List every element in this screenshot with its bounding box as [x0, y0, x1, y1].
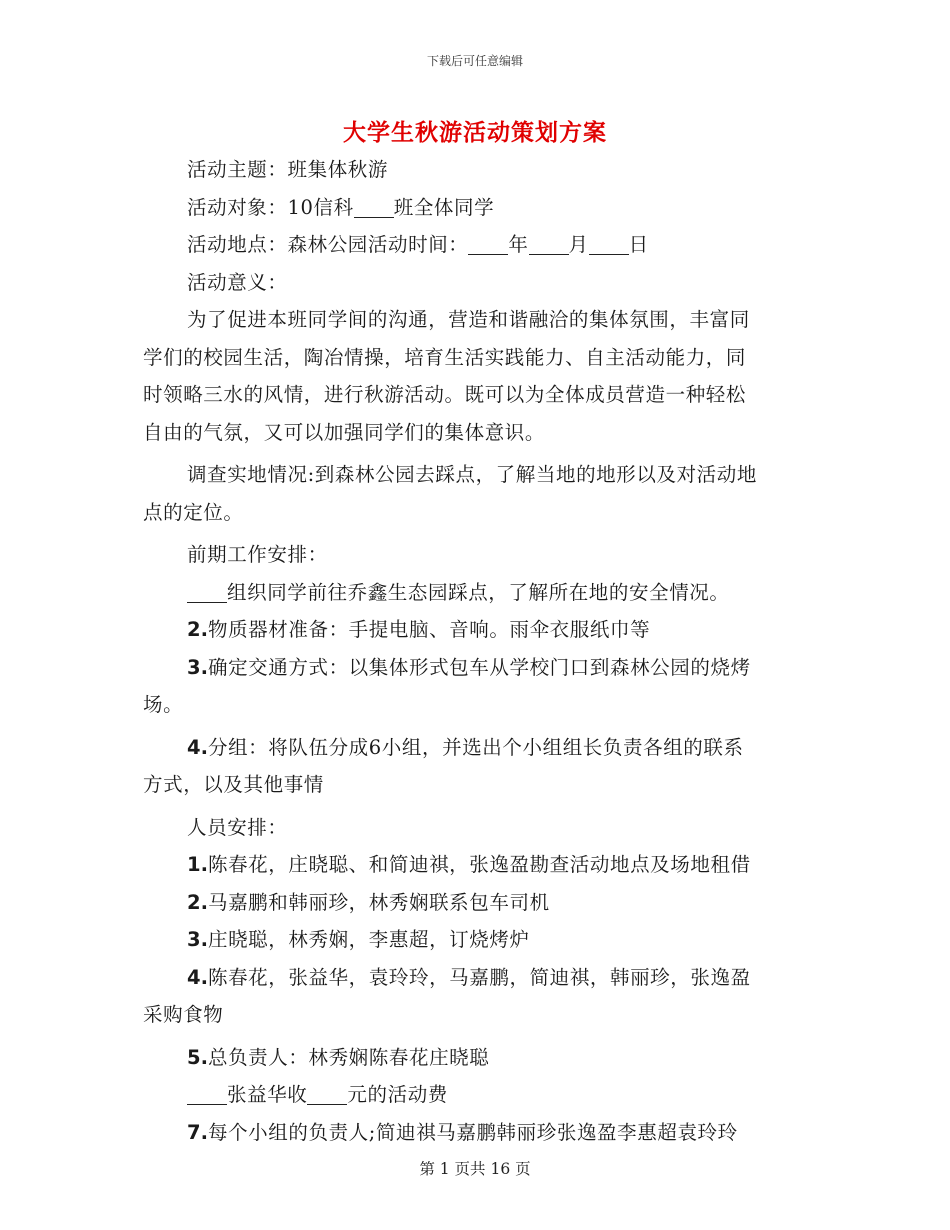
- list-item: [143, 649, 808, 687]
- list-item-text: 元的活动费: [347, 1083, 448, 1106]
- paragraph-line: 调查实地情况:到森林公园去踩点，了解当地的地形以及对活动地: [187, 463, 757, 486]
- activity-place-time: [143, 226, 808, 264]
- list-item: [143, 1076, 808, 1114]
- target-label: 活动对象：10信科: [187, 195, 354, 219]
- header-note: 下载后可任意编辑: [426, 54, 523, 68]
- list-item-text: 陈春花，庄晓聪、和简迪祺，张逸盈勘查活动地点及场地租借: [207, 853, 751, 876]
- list-item-text: 张益华收: [227, 1083, 308, 1106]
- list-number: 3.: [187, 655, 208, 679]
- list-item-continuation: 方式，以及其他事情: [143, 773, 324, 796]
- paragraph-line: 自由的气氛，又可以加强同学们的集体意识。: [143, 420, 546, 444]
- blank-line: [187, 582, 227, 603]
- list-number: 7.: [187, 1120, 208, 1144]
- list-item-text: 组织同学前往乔鑫生态园踩点，了解所在地的安全情况。: [227, 580, 730, 604]
- list-item-text: 庄晓聪，林秀娴，李惠超，订烧烤炉: [207, 928, 530, 951]
- list-number: 3.: [187, 928, 208, 951]
- list-item-text: 陈春花，张益华，袁玲玲，马嘉鹏，简迪祺，韩丽珍，张逸盈: [207, 965, 751, 989]
- list-item: [143, 1114, 808, 1152]
- target-text: 班全体同学: [393, 195, 495, 219]
- list-item: [143, 959, 808, 997]
- list-item: [143, 574, 808, 612]
- list-item: [143, 1039, 808, 1077]
- list-item: [143, 729, 808, 767]
- list-item-text: 每个小组的负责人;简迪祺马嘉鹏韩丽珍张逸盈李惠超袁玲玲: [207, 1120, 738, 1144]
- list-item-continuation: 场。: [143, 693, 184, 716]
- blank-line: [354, 197, 394, 218]
- list-item-text: 分组：将队伍分成6小组，并选出个小组组长负责各组的联系: [207, 735, 744, 759]
- list-item-text: 总负责人：林秀娴陈春花庄晓聪: [207, 1045, 490, 1069]
- prework-heading: 前期工作安排：: [187, 543, 328, 566]
- list-item-text: 确定交通方式：以集体形式包车从学校门口到森林公园的烧烤: [207, 655, 751, 679]
- blank-line: [307, 1084, 347, 1105]
- list-item-text: 物质器材准备：手提电脑、音响。雨伞衣服纸巾等: [207, 618, 651, 641]
- day-label: 日: [628, 233, 649, 256]
- list-number: 4.: [187, 735, 208, 759]
- list-item: [143, 611, 808, 649]
- list-number: 2.: [187, 890, 208, 914]
- list-number: 2.: [187, 618, 208, 641]
- document-title: 大学生秋游活动策划方案: [343, 119, 607, 146]
- paragraph-line: 为了促进本班同学间的沟通，营造和谐融洽的集体氛围，丰富同: [187, 308, 750, 331]
- list-item: [143, 884, 808, 922]
- list-number: 1.: [187, 853, 208, 876]
- page-footer: 第 1 页共 16 页: [419, 1160, 531, 1178]
- place-label: 活动地点：森林公园活动时间：: [187, 233, 469, 256]
- list-item-text: 马嘉鹏和韩丽珍，林秀娴联系包车司机: [207, 890, 550, 914]
- list-number: 5.: [187, 1045, 208, 1069]
- staff-heading: 人员安排：: [187, 815, 288, 839]
- activity-meaning-heading: 活动意义：: [187, 270, 288, 294]
- blank-line: [468, 234, 508, 255]
- list-item-continuation: 采购食物: [143, 1003, 224, 1026]
- activity-target: [143, 189, 808, 227]
- blank-line: [589, 234, 629, 255]
- paragraph-line: 点的定位。: [143, 500, 244, 524]
- blank-line: [187, 1084, 227, 1105]
- year-label: 年: [508, 233, 529, 256]
- document-body: [143, 151, 808, 1151]
- blank-line: [529, 234, 569, 255]
- paragraph-line: 学们的校园生活，陶冶情操，培育生活实践能力、自主活动能力，同: [143, 345, 747, 369]
- activity-theme: 活动主题：班集体秋游: [187, 158, 389, 181]
- list-item: [143, 846, 808, 884]
- list-number: 4.: [187, 965, 208, 989]
- month-label: 月: [568, 233, 589, 256]
- paragraph-line: 时领略三水的风情，进行秋游活动。既可以为全体成员营造一种轻松: [143, 383, 747, 406]
- list-item: [143, 921, 808, 959]
